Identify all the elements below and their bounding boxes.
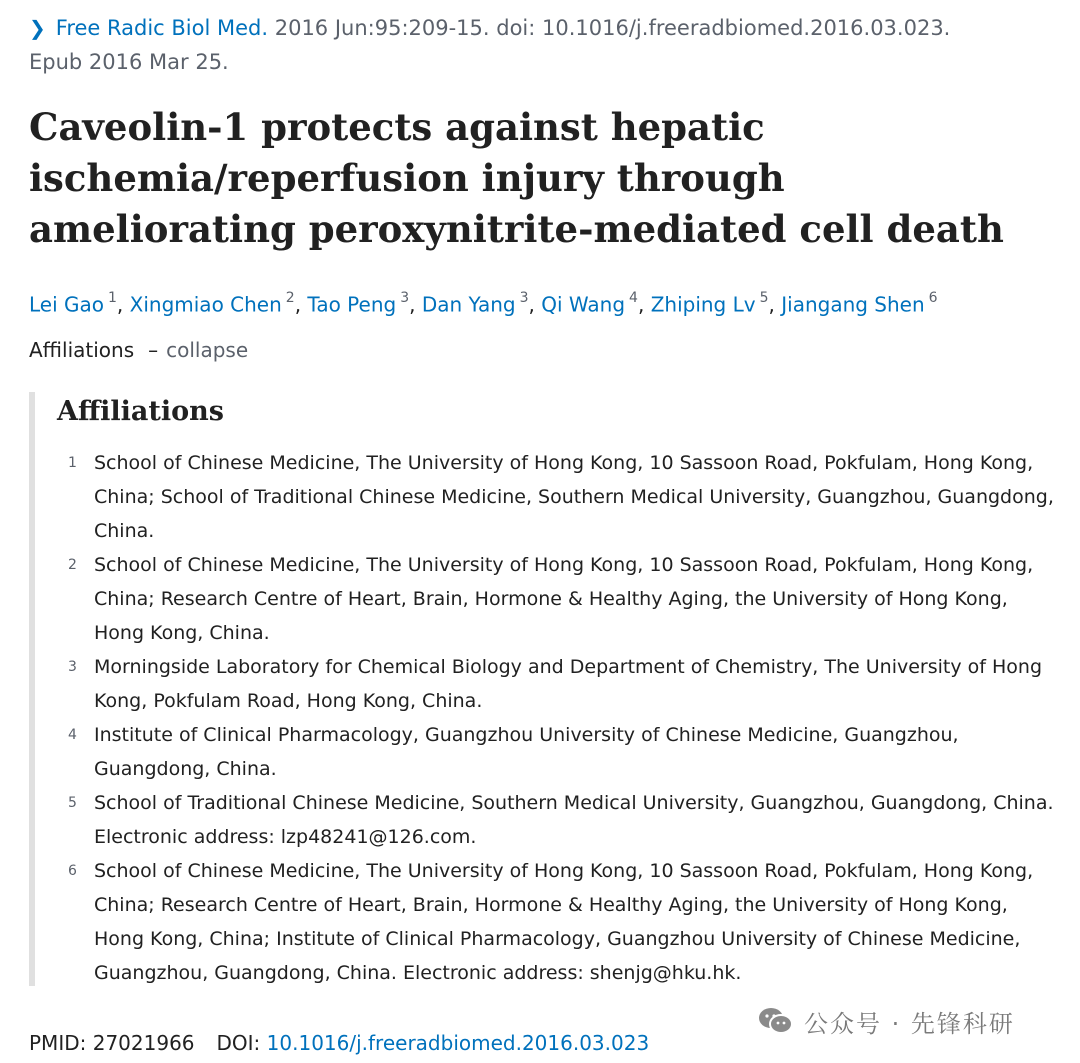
pmid-label: PMID: bbox=[29, 1031, 87, 1055]
author-list: Lei Gao $^1$, Xingmiao Chen $^2$, Tao Peng $^3$, Dan Yang $^3$, Qi Wang $^4$, Zhiping Lv $^5$, Jiangang Shen $^6$ bbox=[29, 290, 938, 317]
affiliations-toggle-label: Affiliations bbox=[29, 338, 135, 362]
author-link[interactable]: Xingmiao Chen bbox=[129, 292, 282, 317]
affiliation-ref[interactable]: 4 bbox=[629, 290, 638, 306]
affiliation-number: 1 bbox=[68, 455, 77, 471]
affiliations-panel bbox=[29, 392, 1059, 986]
affiliation-text: Institute of Clinical Pharmacology, Guangzhou University of Chinese Medicine, Guangzhou, Guangdong, China. bbox=[94, 724, 959, 780]
chevron-right-icon: ❯ bbox=[29, 16, 46, 40]
affiliation-number: 6 bbox=[68, 863, 77, 879]
author-link[interactable]: Tao Peng bbox=[307, 292, 397, 317]
epub-date: Epub 2016 Mar 25. bbox=[29, 50, 229, 74]
affiliation-ref[interactable]: 5 bbox=[759, 290, 769, 306]
affiliation-ref[interactable]: 2 bbox=[285, 290, 295, 306]
affiliation-ref[interactable]: 6 bbox=[928, 290, 938, 306]
citation-details: 2016 Jun:95:209-15. doi: 10.1016/j.freeradbiomed.2016.03.023. bbox=[268, 16, 951, 40]
affiliation-list bbox=[61, 446, 1061, 990]
affiliation-number: 5 bbox=[68, 795, 77, 811]
doi-label: DOI: bbox=[216, 1031, 261, 1055]
identifiers bbox=[29, 1027, 649, 1059]
affiliation-item bbox=[61, 446, 1061, 548]
affiliation-number: 4 bbox=[68, 727, 77, 743]
affiliation-item bbox=[61, 786, 1061, 854]
journal-link[interactable]: Free Radic Biol Med. bbox=[55, 16, 269, 40]
affiliation-item bbox=[61, 548, 1061, 650]
affiliation-item bbox=[61, 718, 1061, 786]
affiliation-number: 3 bbox=[68, 659, 77, 675]
affiliations-toggle[interactable] bbox=[29, 335, 248, 365]
author-link[interactable]: Dan Yang bbox=[421, 292, 516, 317]
affiliation-ref[interactable]: 3 bbox=[519, 290, 529, 306]
author-link[interactable]: Qi Wang bbox=[541, 292, 626, 317]
pmid-value: 27021966 bbox=[92, 1031, 195, 1055]
author-link[interactable]: Zhiping Lv bbox=[650, 292, 756, 317]
affiliation-ref[interactable]: 1 bbox=[108, 290, 117, 306]
affiliation-ref[interactable]: 3 bbox=[400, 290, 410, 306]
author-link[interactable]: Jiangang Shen bbox=[781, 292, 925, 317]
affiliation-text: Morningside Laboratory for Chemical Biology and Department of Chemistry, The University of Hong Kong, Pokfulam Road, Hong Kong, China. bbox=[94, 656, 1043, 712]
affiliation-text: School of Chinese Medicine, The University of Hong Kong, 10 Sassoon Road, Pokfulam, Hong Kong, China; Research Centre of Heart, Brain, Hormone & Healthy Aging, the University of Hong Kong, Hong Kong, China. bbox=[94, 554, 1034, 644]
affiliation-number: 2 bbox=[68, 557, 77, 573]
affiliations-heading: Affiliations bbox=[57, 396, 224, 427]
affiliation-item bbox=[61, 854, 1061, 990]
affiliation-item bbox=[61, 650, 1061, 718]
doi-link[interactable]: 10.1016/j.freeradbiomed.2016.03.023 bbox=[266, 1031, 650, 1055]
affiliation-text: School of Traditional Chinese Medicine, Southern Medical University, Guangzhou, Guangdong, China. Electronic address: lzp48241@126.com. bbox=[94, 792, 1054, 848]
article-title: Caveolin-1 protects against hepatic ischemia/reperfusion injury through ameliorating peroxynitrite-mediated cell death bbox=[29, 105, 1004, 251]
watermark bbox=[758, 1002, 1015, 1040]
watermark-text: 公众号 · 先锋科研 bbox=[804, 1009, 1015, 1038]
affiliation-text: School of Chinese Medicine, The University of Hong Kong, 10 Sassoon Road, Pokfulam, Hong Kong, China; Research Centre of Heart, Brain, Hormone & Healthy Aging, the University of Hong Kong, Hong Kong, China; Institute of Clinical Pharmacology, Guangzhou University of Chinese Medicine, Guangzhou, Guangdong, China. Electronic address: shenjg@hku.hk. bbox=[94, 860, 1034, 984]
wechat-icon bbox=[758, 1006, 794, 1036]
citation bbox=[29, 11, 1059, 79]
minus-icon: – bbox=[148, 338, 159, 362]
collapse-action: collapse bbox=[166, 338, 249, 362]
affiliation-text: School of Chinese Medicine, The University of Hong Kong, 10 Sassoon Road, Pokfulam, Hong Kong, China; School of Traditional Chinese Medicine, Southern Medical University, Guangzhou, Guangdong, China. bbox=[94, 452, 1054, 542]
author-link[interactable]: Lei Gao bbox=[29, 292, 104, 317]
